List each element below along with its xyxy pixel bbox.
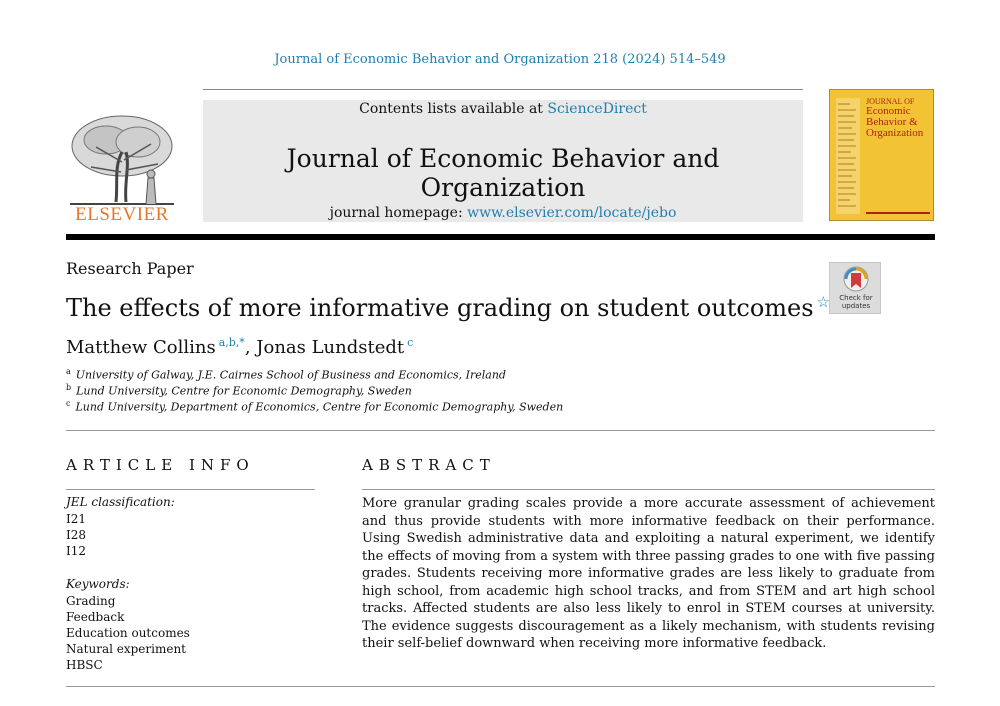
homepage-link[interactable]: www.elsevier.com/locate/jebo: [467, 205, 677, 221]
check-for-updates-label: [830, 294, 882, 310]
jel-code: I21: [66, 512, 87, 526]
homepage-prefix: journal homepage:: [329, 205, 468, 221]
section-divider: [66, 430, 935, 431]
paper-title: [66, 293, 830, 322]
keyword: Feedback: [66, 610, 125, 624]
abstract-heading: ABSTRACT: [362, 456, 496, 474]
title-footnote-star-icon[interactable]: ☆: [816, 293, 831, 311]
cover-line-3: Behavior &: [866, 116, 918, 128]
cover-line-1: JOURNAL OF: [866, 97, 915, 106]
keyword: Education outcomes: [66, 626, 190, 640]
journal-citation[interactable]: Journal of Economic Behavior and Organization 218 (2024) 514–549: [274, 52, 726, 67]
jel-code: I28: [66, 528, 87, 542]
paper-type: Research Paper: [66, 259, 194, 278]
keyword: Natural experiment: [66, 642, 187, 656]
affiliation-mark: b: [66, 383, 72, 392]
cover-title: [866, 97, 934, 139]
homepage-line: [203, 205, 803, 221]
keyword: Grading: [66, 594, 116, 608]
check-updates-line-1: Check for: [839, 294, 873, 302]
cover-table-of-contents-graphic: [836, 98, 860, 214]
journal-title: Journal of Economic Behavior and Organization: [286, 144, 720, 202]
header-thick-divider: [66, 234, 935, 240]
cover-bottom-rule: [866, 212, 930, 214]
abstract-body: More granular grading scales provide a more accurate assessment of achievement and thus provide students with more informative feedback on their performance. Using Swedish administrative data and exploiting a natural experiment, we identify the effects of moving from a system with three passing grades to one with five passing grades. Students receiving more informative grades are less likely to graduate from high school, from academic high school tracks, and from STEM and art high school tracks. Affected students are also less likely to enrol in STEM courses at university. The evidence suggests discouragement as a likely mechanism, with students revising their self-belief downward when receiving more informative feedback.: [362, 496, 935, 651]
author-affiliation-marks[interactable]: a,b,*: [218, 336, 245, 349]
header-top-divider: [203, 89, 803, 90]
author-name[interactable]: Jonas Lundstedt: [256, 337, 405, 358]
article-info-divider: [66, 489, 315, 490]
affiliation: [66, 383, 412, 398]
check-for-updates-badge[interactable]: [829, 262, 881, 314]
affiliation-mark: c: [66, 399, 71, 408]
elsevier-wordmark: ELSEVIER: [75, 204, 169, 225]
affiliation-mark: a: [66, 367, 71, 376]
keyword: HBSC: [66, 658, 103, 672]
author-list: [66, 336, 413, 358]
bookmark-icon: [843, 266, 869, 294]
journal-cover-thumbnail[interactable]: [829, 89, 934, 221]
affiliation: [66, 399, 563, 414]
keyword-list: [66, 593, 190, 673]
affiliation: [66, 367, 506, 382]
check-updates-line-2: updates: [841, 302, 871, 310]
keywords-label: Keywords:: [66, 577, 130, 591]
sciencedirect-link[interactable]: ScienceDirect: [547, 101, 647, 117]
author-separator: ,: [244, 337, 257, 358]
jel-code: I12: [66, 544, 87, 558]
jel-classification-label: JEL classification:: [66, 495, 175, 509]
affiliation-text: University of Galway, J.E. Cairnes School of Business and Economics, Ireland: [75, 368, 506, 382]
cover-line-2: Economic: [866, 105, 911, 117]
jel-code-list: [66, 511, 86, 559]
cover-line-4: Organization: [866, 127, 924, 139]
article-info-heading: ARTICLE INFO: [66, 456, 255, 474]
author-name[interactable]: Matthew Collins: [66, 337, 216, 358]
affiliation-text: Lund University, Centre for Economic Demography, Sweden: [76, 384, 412, 398]
contents-line: [203, 101, 803, 117]
paper-title-text: The effects of more informative grading on student outcomes: [66, 294, 814, 322]
affiliation-text: Lund University, Department of Economics, Centre for Economic Demography, Sweden: [75, 400, 564, 414]
contents-prefix: Contents lists available at: [359, 101, 548, 117]
author-affiliation-marks[interactable]: c: [407, 336, 414, 349]
abstract-divider: [362, 489, 935, 490]
bottom-divider: [66, 686, 935, 687]
